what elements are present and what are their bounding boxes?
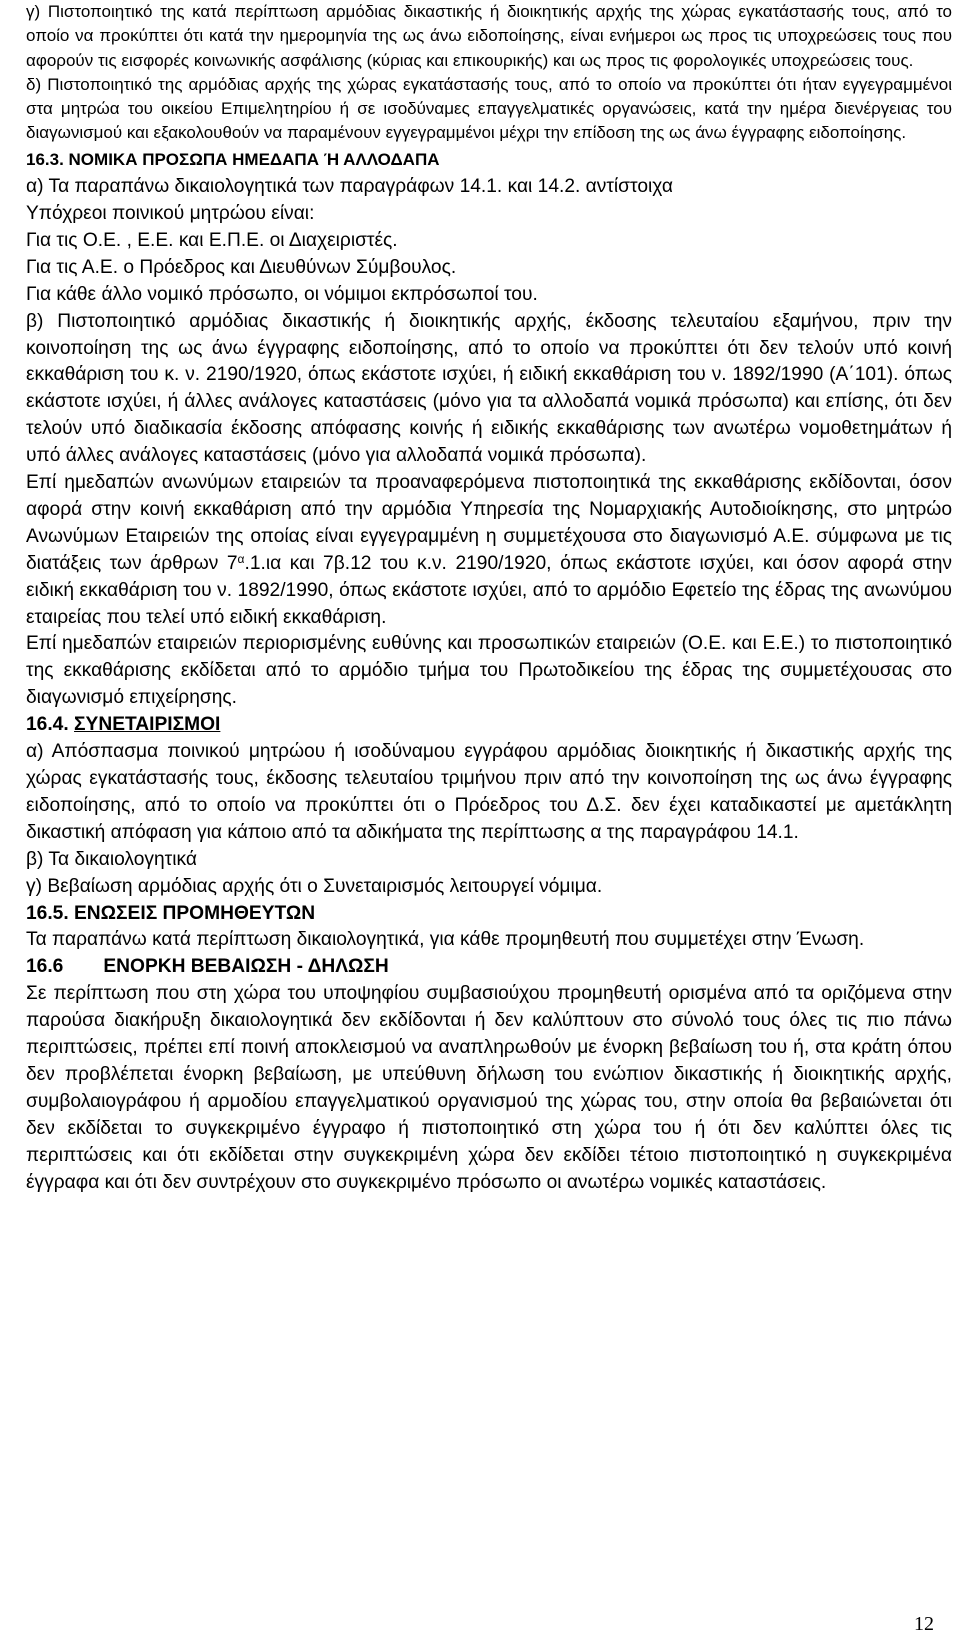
paragraph-alpha-supporting-docs: α) Τα παραπάνω δικαιολογητικά των παραγράφων 14.1. και 14.2. αντίστοιχα — [26, 176, 673, 198]
section-16-4 — [26, 712, 952, 900]
paragraph-gamma-certificate: γ) Πιστοποιητικό της κατά περίπτωση αρμόδιας δικαστικής ή διοικητικής αρχής της χώρας εγκατάστασής τους, από το οποίο να προκύπτει ότι κατά την ημερομηνία της ως άνω ειδοποίησης, είναι ενήμεροι ως προς τις υποχρεώσεις τους που αφορούν τις εισφορές κοινωνικής ασφάλισης (κύριας και επικουρικής) και ως προς τις φορολογικές υποχρεώσεις τους. — [26, 2, 952, 70]
paragraph-supplier-unions: Τα παραπάνω κατά περίπτωση δικαιολογητικά, για κάθε προμηθευτή που συμμετέχει στην Ένωση. — [26, 929, 865, 951]
paragraph-other-legal-entity: Για κάθε άλλο νομικό πρόσωπο, οι νόμιμοι εκπρόσωποί του. — [26, 283, 538, 305]
section-16-6 — [26, 954, 952, 1196]
superscript-alpha: α — [237, 551, 245, 566]
sa-text-start: Επί ημεδαπών ανωνύμων εταιρειών τα προαναφερόμενα πιστοποιητικά της εκκαθάρισης εκδίδονται, όσον αφορά στην κοινή εκκαθάριση από την αρμόδια Υπηρεσία της Νομαρχιακής Αυτοδιοίκησης, στο μητρώο Ανωνύμων Εταιρειών της οποίας είναι εγγεγραμμένη η συμμετέχουσα στο διαγωνισμό Α.Ε. σύμφωνα με τις διατάξεις των άρθρων 7 — [26, 472, 952, 574]
paragraph-criminal-record-obliged: Υπόχρεοι ποινικού μητρώου είναι: — [26, 202, 315, 224]
page-number: 12 — [914, 1613, 934, 1635]
paragraph-delta-certificate: δ) Πιστοποιητικό της αρμόδιας αρχής της χώρας εγκατάστασής τους, από το οποίο να προκύπτει ότι ήταν εγγεγραμμένοι στα μητρώα του οικείου Επιμελητηρίου ή σε ισοδύναμες επαγγελματικές οργανώσεις, κατά την ημέρα διενέργειας του διαγωνισμού και εξακολουθούν να παραμένουν εγγεγραμμένοι μέχρι την επίδοση της ως άνω έγγραφης ειδοποίησης. — [26, 74, 952, 143]
paragraph-alpha-criminal-record: α) Απόσπασμα ποινικού μητρώου ή ισοδύναμου εγγράφου αρμόδιας διοικητικής ή δικαστικής αρχής της χώρας εγκατάστασής τους, έκδοσης τελευταίου τριμήνου πριν από την κοινοποίηση της ως άνω έγγραφης ειδοποίησης, από το οποίο να προκύπτει ότι ο Πρόεδρος του Δ.Σ. δεν έχει καταδικαστεί με αμετάκλητη δικαστική απόφαση για κάποιο από τα αδικήματα της περίπτωσης α της παραγράφου 14.1. — [26, 741, 952, 843]
paragraph-beta-liquidation-certificate: β) Πιστοποιητικό αρμόδιας δικαστικής ή διοικητικής αρχής, έκδοσης τελευταίου εξαμήνου, πριν την κοινοποίηση της ως άνω έγγραφης ειδοποίησης, από το οποίο να προκύπτει ότι δεν τελούν υπό κοινή εκκαθάριση του κ. ν. 2190/1920, όπως εκάστοτε ισχύει, ή ειδική εκκαθάριση του ν. 1892/1990 (Α΄101). όπως εκάστοτε ισχύει, ή άλλες ανάλογες καταστάσεις (μόνο για τα αλλοδαπά νομικά πρόσωπα) και επίσης, ότι δεν τελούν υπό διαδικασία έκδοσης απόφασης κοινής ή ειδικής εκκαθάρισης των ανωτέρω νομοθετημάτων ή υπό άλλες ανάλογες καταστάσεις (μόνο για αλλοδαπά νομικά πρόσωπα). — [26, 310, 952, 467]
heading-16-6 — [26, 954, 952, 981]
paragraph-sa-liquidation — [26, 470, 952, 631]
sa-text-end: .1.ια και 7β.12 του κ.ν. 2190/1920, όπως εκάστοτε ισχύει, και όσον αφορά στην ειδική εκκαθάριση του ν. 1892/1990, όπως εκάστοτε ισχύει, από το αρμόδιο Εφετείο της έδρας της ανωνύμου εταιρείας που τελεί υπό ειδική εκκαθάριση. — [26, 552, 952, 628]
heading-16-6-title: ΕΝΟΡΚΗ ΒΕΒΑΙΩΣΗ - ΔΗΛΩΣΗ — [103, 956, 389, 978]
heading-16-5: 16.5. ΕΝΩΣΕΙΣ ΠΡΟΜΗΘΕΥΤΩΝ — [26, 902, 316, 924]
heading-16-3: 16.3. ΝΟΜΙΚΑ ΠΡΟΣΩΠΑ ΗΜΕΔΑΠΑ Ή ΑΛΛΟΔΑΠΑ — [26, 149, 440, 169]
heading-16-4-title: ΣΥΝΕΤΑΙΡΙΣΜΟΙ — [74, 714, 221, 736]
section-16-2-continued — [26, 0, 952, 172]
paragraph-gamma-cooperative-certificate: γ) Βεβαίωση αρμόδιας αρχής ότι ο Συνεταιρισμός λειτουργεί νόμιμα. — [26, 875, 603, 897]
heading-16-4 — [26, 712, 952, 739]
paragraph-beta-supporting-docs: β) Τα δικαιολογητικά — [26, 848, 197, 870]
section-16-3 — [26, 174, 952, 712]
paragraph-oe-ee-epe: Για τις Ο.Ε. , Ε.Ε. και Ε.Π.Ε. οι Διαχειριστές. — [26, 229, 398, 251]
paragraph-ltd-liquidation: Επί ημεδαπών εταιρειών περιορισμένης ευθύνης και προσωπικών εταιρειών (Ο.Ε. και Ε.Ε.) το πιστοποιητικό της εκκαθάρισης εκδίδεται από το αρμόδιο τμήμα του Πρωτοδικείου της έδρας της συμμετέχουσας στο διαγωνισμό επιχείρησης. — [26, 633, 952, 709]
heading-16-4-number: 16.4. — [26, 714, 69, 736]
paragraph-sworn-statement: Σε περίπτωση που στη χώρα του υποψηφίου συμβασιούχου προμηθευτή ορισμένα από τα οριζόμενα στην παρούσα διακήρυξη δικαιολογητικά δεν εκδίδονται ή δεν καλύπτουν στο σύνολό τους όλες τις πιο πάνω περιπτώσεις, πρέπει επί ποινή αποκλεισμού να αναπληρωθούν με ένορκη βεβαίωση του ή, στα κράτη όπου δεν προβλέπεται ένορκη βεβαίωση, με υπεύθυνη δήλωση του ενώπιον δικαστικής ή διοικητικής αρχής, συμβολαιογράφου ή αρμοδίου επαγγελματικού οργανισμού της χώρας του, στην οποία θα βεβαιώνεται ότι δεν εκδίδεται το συγκεκριμένο έγγραφο ή πιστοποιητικό στη χώρα του ή ότι δεν καλύπτει όλες τις περιπτώσεις και ότι εκδίδεται στην συγκεκριμένη χώρα δεν εκδίδει τέτοιο πιστοποιητικό η συγκεκριμένα έγγραφα και ότι δεν συντρέχουν στο συγκεκριμένο πρόσωπο οι ανωτέρω νομικές καταστάσεις. — [26, 983, 952, 1193]
section-16-5 — [26, 901, 952, 955]
paragraph-ae: Για τις Α.Ε. ο Πρόεδρος και Διευθύνων Σύμβουλος. — [26, 256, 457, 278]
heading-16-6-number: 16.6 — [26, 956, 64, 978]
